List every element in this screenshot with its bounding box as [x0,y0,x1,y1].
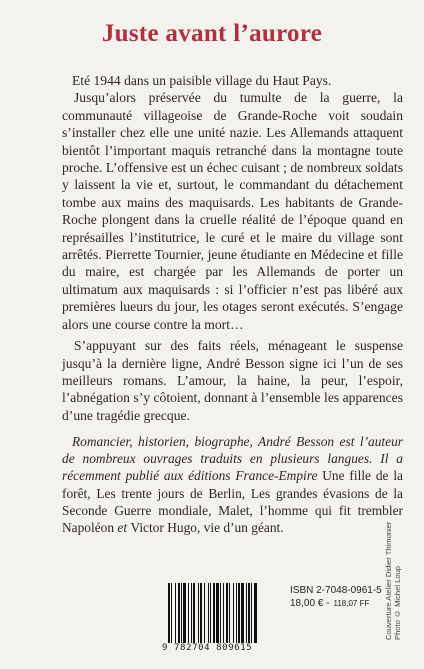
barcode-bar [254,583,257,643]
barcode-bar [204,583,205,643]
author-works-list-b: Victor Hugo, vie d’un géant. [130,520,284,536]
barcode [166,583,284,645]
barcode-bar [188,583,189,643]
barcode-bar [213,583,215,643]
barcode-bar [233,583,234,643]
barcode-bar [248,583,250,643]
blurb-paragraph-1: Eté 1944 dans un paisible village du Haut Pays. [72,73,332,88]
barcode-bar [236,583,237,643]
barcode-block [162,583,284,653]
barcode-bar [208,583,209,643]
price-francs: 118,07 FF [333,599,370,608]
cover-design-credit: Couverture Atelier Didier Thimonier [384,521,393,640]
author-works-conjunction: et [117,520,128,536]
blurb-paragraph-2: Jusqu’alors préservée du tumulte de la guerre, la communauté villageoise de Grande-Roche voit soudain s’installer chez elle une unité nazie. Les Allemands attaquent bientôt l’important maquis retranché dans la montagne toute proche. L’offensive est un échec cuisant ; de nombreux soldats y laissent la vie et, surtout, le commandant du détachement tombe aux mains des maquisards. Les habitants de Grande-Roche plongent dans la cruelle réalité de l’époque quand en représailles l’institutrice, le curé et le maire du village sont arrêtés. Pierrette Tournier, jeune étudiante en Médecine et fille du maire, est chargée par les Allemands de porter un ultimatum aux maquisards : si l’officier n’est pas libéré aux premières lueurs du jour, les otages seront exécutés. S’engage alors une course contre la mort… [62,90,403,332]
barcode-bar [171,583,172,643]
barcode-bar [238,583,240,643]
photo-credit: Photo © Michel Loup [393,565,402,640]
barcode-bar [193,583,195,643]
barcode-bar [183,583,186,643]
barcode-bar [181,583,182,643]
barcode-bar [198,583,199,643]
barcode-digits: 9 782704 809615 [162,643,253,653]
barcode-bar [229,583,230,643]
barcode-bar [223,583,224,643]
barcode-bar [226,583,228,643]
author-works-list-a: Une fille de la forêt, Les trente jours de Berlin, Les grandes évasions de la Seconde Guerre mondiale, Malet, l’homme qui fit trembler Napoléon [62,468,403,536]
author-bio [62,433,403,536]
blurb-paragraph-3: S’appuyant sur des faits réels, ménageant le suspense jusqu’à la dernière ligne, André Besson signe ici l’un de ses meilleurs romans. L’amour, la haine, la peur, l’espoir, l’abnégation s’y côtoient, donnant à l’ensemble les apparences d’une tragédie grecque. [62,338,403,423]
price [290,598,369,609]
barcode-bar [246,583,247,643]
price-euro: 18,00 € - [290,598,330,609]
author-bio-intro: Romancier, historien, biographe, André Besson est l’auteur de nombreux ouvrages traduits en plusieurs langues. Il a récemment publié aux éditions France-Empire [62,434,403,484]
blurb [62,72,403,424]
barcode-bar [191,583,192,643]
isbn: ISBN 2-7048-0961-5 [290,585,382,596]
barcode-bar [168,583,170,643]
barcode-bar [175,583,176,643]
barcode-bar [178,583,180,643]
barcode-bar [216,583,219,643]
cover-credits [384,440,402,640]
barcode-bar [241,583,244,643]
barcode-bar [220,583,221,643]
barcode-bar [200,583,202,643]
book-title: Juste avant l’aurore [101,20,323,47]
barcode-bar [210,583,211,643]
author-bio-paragraph [62,433,403,536]
barcode-bar [251,583,252,643]
